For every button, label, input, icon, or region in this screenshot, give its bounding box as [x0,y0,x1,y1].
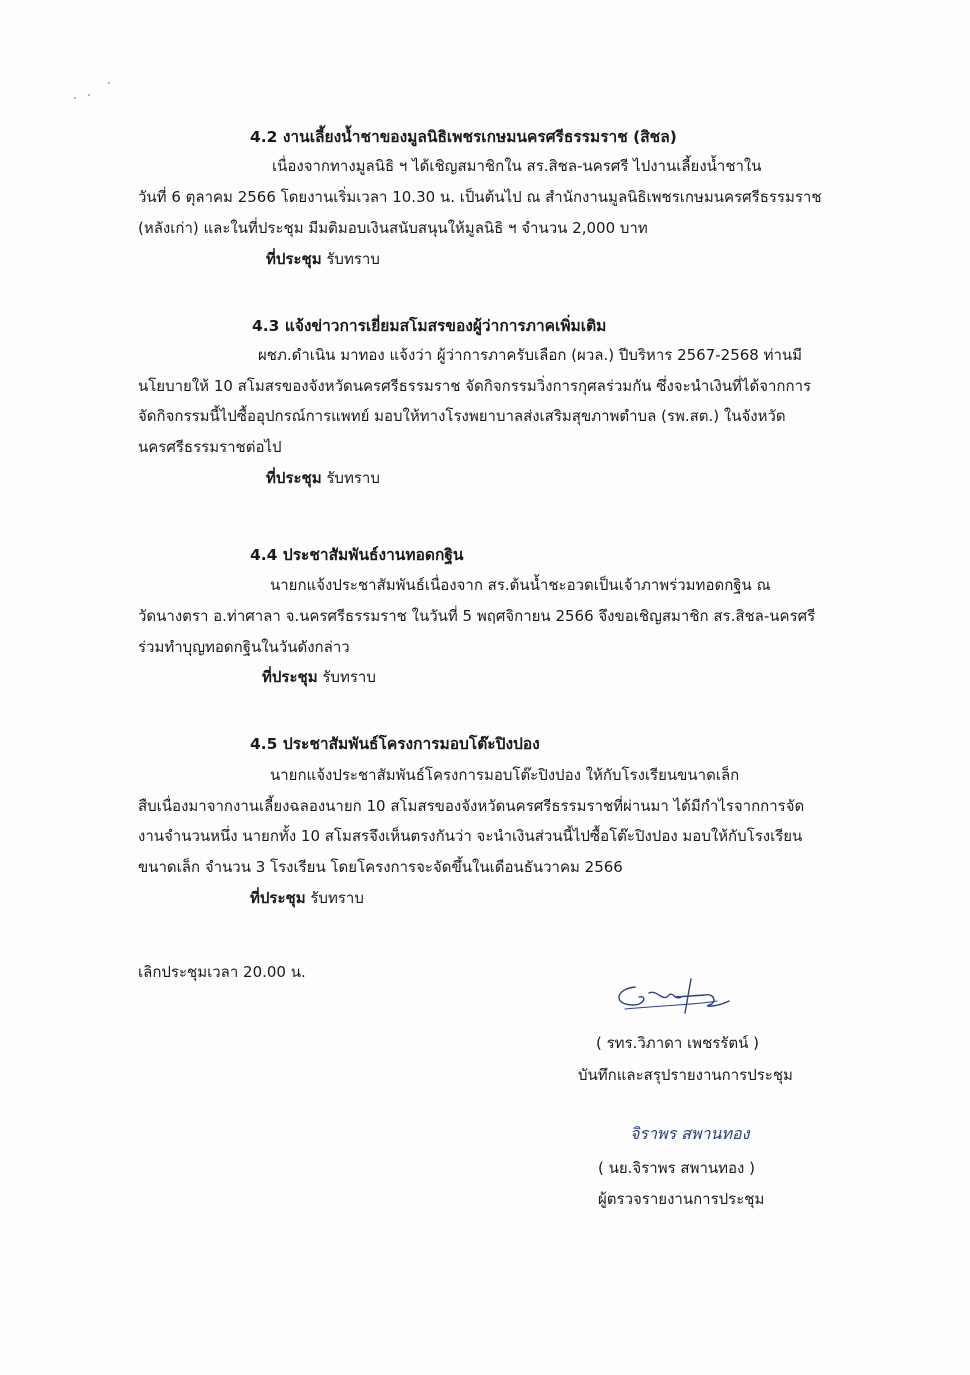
closing-line: เลิกประชุมเวลา 20.00 น. [138,963,306,981]
handwritten-signature [605,975,745,1023]
resolution [250,886,364,910]
resolution-label: ที่ประชุม [266,250,322,268]
resolution-text: รับทราบ [326,250,380,268]
paragraph-line: (หลังเก่า) และในที่ประชุม มีมติมอบเงินสนับสนุนให้มูลนิธิ ฯ จำนวน 2,000 บาท [138,219,648,237]
paragraph-line: นายกแจ้งประชาสัมพันธ์เนื่องจาก สร.ต้นน้ำชะอวดเป็นเจ้าภาพร่วมทอดกฐิน ณ [270,576,771,594]
section-heading: 4.5 ประชาสัมพันธ์โครงการมอบโต๊ะปิงปอง [250,735,540,753]
paragraph-line: ผชภ.ดำเนิน มาทอง แจ้งว่า ผู้ว่าการภาครับเลือก (ผวล.) ปีบริหาร 2567-2568 ท่านมี [258,346,803,364]
paragraph-line: นายกแจ้งประชาสัมพันธ์โครงการมอบโต๊ะปิงปอง ให้กับโรงเรียนขนาดเล็ก [270,766,740,784]
paragraph-line: งานจำนวนหนึ่ง นายกทั้ง 10 สโมสรจึงเห็นตรงกันว่า จะนำเงินส่วนนี้ไปซื้อโต๊ะปิงปอง มอบให้กับโรงเรียน [138,827,803,845]
signer-role: บันทึกและสรุปรายงานการประชุม [578,1066,793,1084]
resolution-label: ที่ประชุม [250,889,306,907]
paragraph-line: สืบเนื่องมาจากงานเลี้ยงฉลองนายก 10 สโมสรของจังหวัดนครศรีธรรมราชที่ผ่านมา ได้มีกำไรจากการจัด [138,797,805,815]
resolution [262,665,376,689]
resolution-text: รับทราบ [310,889,364,907]
resolution-label: ที่ประชุม [266,469,322,487]
resolution-text: รับทราบ [322,668,376,686]
signer-name: ( รทร.วิภาดา เพชรรัตน์ ) [596,1034,759,1052]
section-heading: 4.3 แจ้งข่าวการเยี่ยมสโมสรของผู้ว่าการภาคเพิ่มเติม [252,317,607,335]
signature-drawing [605,975,745,1023]
section-heading: 4.4 ประชาสัมพันธ์งานทอดกฐิน [250,546,464,564]
paragraph-line: จัดกิจกรรมนี้ไปซื้ออุปกรณ์การแพทย์ มอบให้ทางโรงพยาบาลส่งเสริมสุขภาพตำบล (รพ.สต.) ในจังหวัด [138,407,786,425]
resolution-text: รับทราบ [326,469,380,487]
signer-name: ( นย.จิราพร สพานทอง ) [598,1159,755,1177]
paragraph-line: วันที่ 6 ตุลาคม 2566 โดยงานเริ่มเวลา 10.30 น. เป็นต้นไป ณ สำนักงานมูลนิธิเพชรเกษมนครศรีธรรมราช [138,188,822,206]
section-heading: 4.2 งานเลี้ยงน้ำชาของมูลนิธิเพชรเกษมนครศรีธรรมราช (สิชล) [250,128,677,146]
paragraph-line: เนื่องจากทางมูลนิธิ ฯ ได้เชิญสมาชิกใน สร.สิชล-นครศรี ไปงานเลี้ยงน้ำชาใน [272,157,762,175]
resolution-label: ที่ประชุม [262,668,318,686]
handwritten-signature: จิราพร สพานทอง [630,1124,750,1143]
paragraph-line: ขนาดเล็ก จำนวน 3 โรงเรียน โดยโครงการจะจัดขึ้นในเดือนธันวาคม 2566 [138,858,623,876]
paragraph-line: นครศรีธรรมราชต่อไป [138,438,282,456]
resolution [266,466,380,490]
paragraph-line: นโยบายให้ 10 สโมสรของจังหวัดนครศรีธรรมราช จัดกิจกรรมวิ่งการกุศลร่วมกัน ซึ่งจะนำเงินที่ได้จากการ [138,377,812,395]
paragraph-line: วัดนางตรา อ.ท่าศาลา จ.นครศรีธรรมราช ในวันที่ 5 พฤศจิกายน 2566 จึงขอเชิญสมาชิก สร.สิชล-นครศรี [138,607,816,625]
resolution [266,247,380,271]
paragraph-line: ร่วมทำบุญทอดกฐินในวันดังกล่าว [138,638,350,656]
signer-role: ผู้ตรวจรายงานการประชุม [598,1190,765,1208]
